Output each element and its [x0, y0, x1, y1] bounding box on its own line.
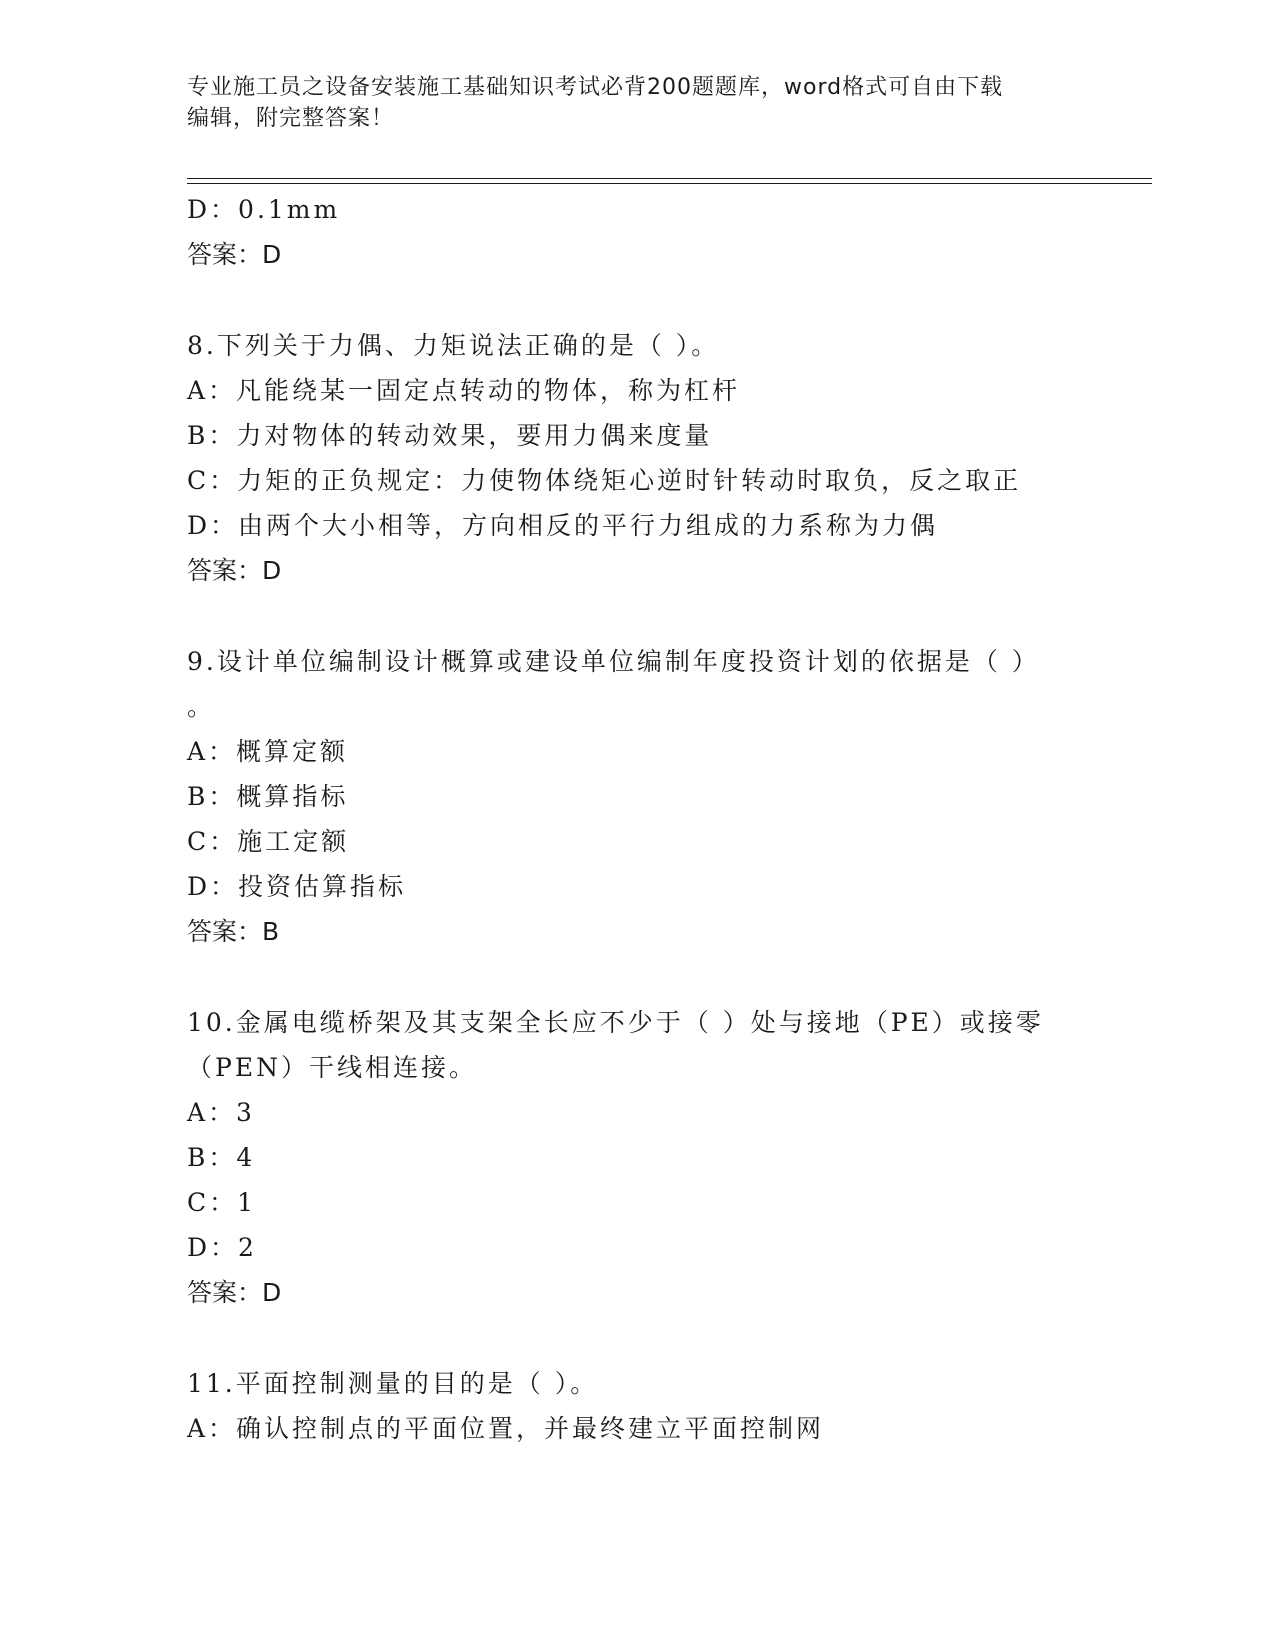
- q8-option-c: C：力矩的正负规定：力使物体绕矩心逆时针转动时取负，反之取正: [187, 466, 1022, 495]
- q10-option-d: D：2: [187, 1233, 257, 1262]
- q7-answer: 答案：D: [187, 240, 282, 269]
- q11-stem: 11.平面控制测量的目的是（ ）。: [187, 1369, 599, 1398]
- header-title-line-1: 专业施工员之设备安装施工基础知识考试必背200题题库，word格式可自由下载: [187, 75, 1004, 100]
- q9-option-c: C：施工定额: [187, 827, 350, 856]
- q10-option-a: A：3: [187, 1098, 255, 1127]
- q9-stem-line-1: 9.设计单位编制设计概算或建设单位编制年度投资计划的依据是（ ）: [187, 647, 1040, 676]
- header-title-line-2: 编辑，附完整答案！: [187, 106, 395, 131]
- q9-option-b: B：概算指标: [187, 782, 349, 811]
- header-divider-top: [187, 178, 1152, 179]
- q9-option-a: A：概算定额: [187, 737, 349, 766]
- q7-option-d: D：0.1mm: [187, 195, 341, 224]
- q8-option-a: A：凡能绕某一固定点转动的物体，称为杠杆: [187, 376, 741, 405]
- q10-option-c: C：1: [187, 1188, 257, 1217]
- q8-answer: 答案：D: [187, 556, 282, 585]
- document-header: [187, 72, 1067, 134]
- q9-option-d: D：投资估算指标: [187, 872, 407, 901]
- q9-answer: 答案：B: [187, 917, 280, 946]
- q8-stem: 8.下列关于力偶、力矩说法正确的是（ ）。: [187, 331, 720, 360]
- q10-stem-line-2: （PEN）干线相连接。: [187, 1053, 477, 1082]
- q10-answer: 答案：D: [187, 1278, 282, 1307]
- q8-option-b: B：力对物体的转动效果，要用力偶来度量: [187, 421, 713, 450]
- q9-stem-line-2: 。: [187, 692, 216, 721]
- q11-option-a: A：确认控制点的平面位置，并最终建立平面控制网: [187, 1414, 825, 1443]
- q10-option-b: B：4: [187, 1143, 256, 1172]
- q8-option-d: D：由两个大小相等，方向相反的平行力组成的力系称为力偶: [187, 511, 939, 540]
- q10-stem-line-1: 10.金属电缆桥架及其支架全长应不少于（ ）处与接地（PE）或接零: [187, 1008, 1044, 1037]
- header-divider-bottom: [187, 183, 1152, 184]
